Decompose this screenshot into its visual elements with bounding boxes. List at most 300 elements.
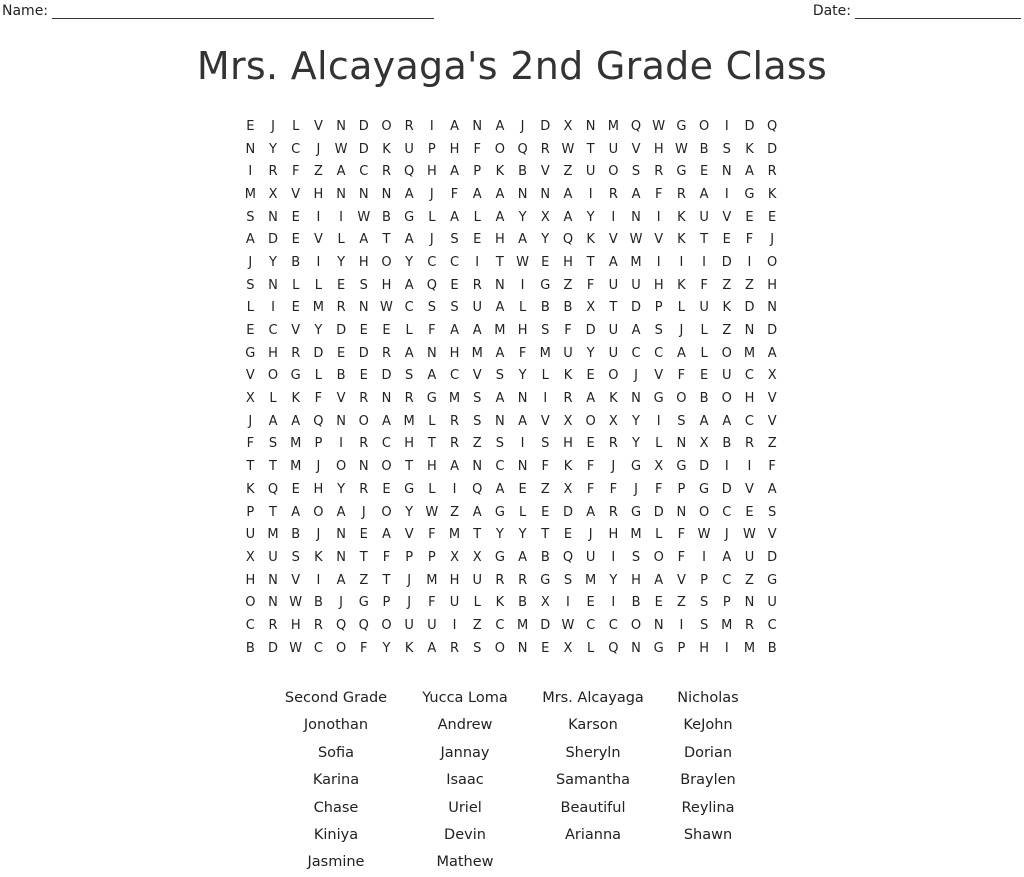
grid-letter: O [335,640,347,656]
grid-letter: O [721,345,732,361]
word-list-column-3 [533,685,653,849]
grid-letter: K [382,141,391,157]
grid-letter: R [359,391,369,407]
grid-letter: X [563,118,573,134]
grid-letter: X [245,391,255,407]
grid-letter: Z [563,164,573,180]
grid-letter: L [428,481,436,497]
grid-letter: Y [269,141,277,157]
grid-letter: F [541,459,550,475]
grid-letter: Y [632,436,640,452]
grid-letter: H [449,345,460,361]
grid-letter: X [767,368,777,384]
grid-letter: M [244,186,256,202]
grid-letter: N [336,527,346,543]
grid-letter: O [698,118,710,134]
grid-letter: F [428,595,436,611]
grid-letter: E [722,232,731,248]
grid-letter: G [630,504,642,520]
grid-letter: V [313,118,323,134]
grid-letter: E [359,323,368,339]
date-line[interactable] [855,4,1021,19]
grid-letter: W [289,595,303,611]
grid-letter: F [677,527,686,543]
grid-letter: N [358,459,369,475]
grid-letter: L [700,323,708,339]
grid-letter: Z [767,436,777,452]
grid-letter: U [699,300,709,316]
grid-letter: D [381,368,392,384]
grid-letter: F [291,164,300,180]
grid-letter: F [677,549,686,565]
grid-letter: S [450,232,459,248]
grid-letter: E [359,527,368,543]
grid-letter: C [359,164,369,180]
grid-letter: J [248,254,253,270]
grid-letter: S [495,368,505,384]
grid-letter: O [494,640,506,656]
grid-letter: Z [676,595,686,611]
grid-letter: B [313,595,323,611]
grid-letter: V [767,391,777,407]
grid-letter: U [404,617,414,633]
grid-letter: S [541,323,550,339]
grid-letter: A [450,118,459,134]
grid-letter: N [767,300,778,316]
grid-letter: A [722,549,732,565]
grid-letter: E [382,323,391,339]
word-list-item: Yucca Loma [422,690,508,706]
grid-letter: A [450,209,459,225]
grid-letter: Z [722,277,732,293]
grid-letter: R [608,186,618,202]
grid-letter: A [654,572,664,588]
grid-letter: C [767,617,777,633]
grid-letter: T [382,232,391,248]
grid-letter: X [450,549,459,565]
grid-letter: Z [313,164,323,180]
grid-letter: S [654,323,663,339]
grid-letter: O [698,504,710,520]
grid-letter: A [563,186,573,202]
grid-letter: Z [745,572,754,588]
grid-letter: Q [267,481,279,497]
grid-letter: B [518,164,528,180]
grid-letter: A [608,254,618,270]
grid-letter: S [427,300,436,316]
grid-letter: Q [767,118,778,134]
grid-letter: I [656,413,661,429]
grid-letter: W [516,254,530,270]
grid-letter: Y [382,640,391,656]
grid-letter: F [586,277,595,293]
grid-letter: S [291,549,300,565]
grid-letter: N [721,164,732,180]
grid-letter: W [334,141,348,157]
word-list-item: Samantha [555,772,631,789]
grid-letter: D [358,141,369,157]
grid-letter: F [360,640,368,656]
grid-letter: Z [359,572,369,588]
grid-letter: B [540,549,550,565]
grid-letter: L [269,391,277,407]
grid-letter: F [564,323,572,339]
date-field[interactable] [813,3,1021,19]
grid-letter: I [588,186,593,202]
grid-letter: Y [495,527,504,543]
grid-letter: E [291,481,300,497]
grid-letter: O [608,164,619,180]
grid-letter: H [404,436,415,452]
grid-letter: J [407,572,412,588]
grid-letter: G [744,186,755,202]
grid-letter: H [426,459,437,475]
grid-letter: S [631,164,641,180]
grid-letter: I [702,254,707,270]
grid-letter: H [449,572,460,588]
word-list-item: Sofia [317,744,355,761]
grid-letter: V [608,232,618,248]
word-list-item: Reylina [681,799,735,816]
word-list-item: Jonothan [303,717,369,734]
grid-letter: O [721,391,732,407]
word-list-item: Karson [568,717,618,734]
name-field[interactable] [2,3,434,19]
grid-letter: K [745,141,754,157]
grid-letter: U [268,549,278,565]
grid-letter: B [722,436,732,452]
grid-letter: A [767,481,777,497]
grid-letter: I [316,572,321,588]
grid-letter: A [699,186,709,202]
grid-letter: P [722,595,731,611]
grid-letter: E [473,232,482,248]
grid-letter: W [674,141,688,157]
grid-letter: A [518,413,528,429]
grid-letter: D [358,345,369,361]
grid-letter: I [543,391,548,407]
grid-letter: S [495,436,505,452]
grid-letter: R [608,504,618,520]
grid-letter: H [313,186,324,202]
grid-letter: Z [450,504,459,520]
grid-letter: A [518,232,528,248]
grid-letter: H [245,572,256,588]
grid-letter: U [699,209,709,225]
grid-letter: P [427,549,436,565]
grid-letter: O [358,413,369,429]
grid-letter: S [699,617,709,633]
grid-letter: A [336,572,346,588]
name-line[interactable] [52,4,434,19]
grid-letter: C [654,345,664,361]
page-title: Mrs. Alcayaga's 2nd Grade Class [196,44,828,88]
grid-letter: B [291,527,301,543]
grid-letter: C [744,413,754,429]
grid-letter: Q [335,617,347,633]
grid-letter: U [608,277,619,293]
grid-letter: E [745,504,754,520]
grid-letter: H [381,277,392,293]
grid-letter: O [267,368,279,384]
date-label: Date: [812,3,851,19]
grid-letter: T [427,436,436,452]
grid-letter: O [767,254,778,270]
grid-letter: L [655,436,663,452]
grid-letter: O [608,368,619,384]
grid-letter: A [291,504,301,520]
grid-letter: K [404,640,414,656]
grid-letter: G [358,595,369,611]
grid-letter: T [473,527,482,543]
grid-letter: M [607,118,619,134]
grid-letter: N [426,345,437,361]
grid-letter: D [631,300,642,316]
grid-letter: N [744,595,755,611]
grid-letter: P [677,640,686,656]
grid-letter: U [245,527,256,543]
grid-letter: R [291,345,301,361]
grid-letter: L [677,300,686,316]
grid-letter: F [382,549,391,565]
grid-letter: J [361,504,366,520]
grid-letter: V [540,164,550,180]
grid-letter: K [246,481,255,497]
grid-letter: K [586,232,595,248]
grid-letter: Y [269,254,277,270]
grid-letter: F [768,459,776,475]
grid-letter: V [245,368,255,384]
grid-letter: N [631,640,641,656]
grid-letter: N [585,118,596,134]
grid-letter: N [472,459,483,475]
grid-letter: I [520,277,525,293]
word-list-item: Jasmine [307,854,365,871]
grid-letter: N [517,640,528,656]
grid-letter: I [724,640,729,656]
grid-letter: N [336,549,346,565]
grid-letter: N [268,209,278,225]
grid-letter: P [677,481,686,497]
grid-letter: I [702,549,707,565]
grid-letter: Q [426,277,437,293]
grid-letter: A [450,164,459,180]
grid-letter: X [699,436,709,452]
grid-letter: N [653,617,664,633]
grid-letter: F [428,323,436,339]
grid-letter: H [426,164,437,180]
grid-letter: M [290,436,302,452]
grid-letter: L [473,209,481,225]
grid-letter: E [586,436,595,452]
grid-letter: S [563,572,573,588]
grid-letter: A [563,209,573,225]
grid-letter: R [676,186,686,202]
grid-letter: F [654,186,663,202]
grid-letter: R [268,617,278,633]
grid-letter: F [473,141,481,157]
grid-letter: A [472,186,482,202]
grid-letter: A [336,504,346,520]
grid-letter: T [495,254,504,270]
grid-letter: O [381,504,392,520]
grid-letter: U [608,323,619,339]
grid-letter: N [495,413,505,429]
grid-letter: K [495,164,505,180]
grid-letter: I [611,549,616,565]
letter-grid [239,115,784,660]
grid-letter: N [631,391,641,407]
grid-letter: G [245,345,256,361]
grid-letter: S [722,141,731,157]
word-list-item: Mrs. Alcayaga [542,690,644,706]
grid-letter: G [653,391,664,407]
grid-letter: P [246,504,255,520]
grid-letter: U [404,141,414,157]
grid-letter: O [245,595,256,611]
grid-letter: X [586,300,596,316]
grid-letter: L [314,368,323,384]
grid-letter: X [268,186,278,202]
grid-letter: M [471,345,483,361]
grid-letter: I [475,254,480,270]
grid-letter: P [314,436,323,452]
grid-letter: R [744,617,754,633]
word-list-item: Kiniya [313,826,359,843]
grid-letter: A [382,527,391,543]
grid-letter: O [381,254,392,270]
word-list-item: Shawn [683,826,733,843]
grid-letter: F [450,186,459,202]
grid-letter: N [540,186,551,202]
grid-letter: M [516,617,529,633]
grid-letter: D [653,504,664,520]
grid-letter: W [380,300,393,316]
grid-letter: A [699,413,709,429]
grid-letter: G [494,549,505,565]
grid-letter: I [724,459,729,475]
grid-letter: Y [586,345,595,361]
grid-letter: V [291,572,301,588]
grid-letter: B [336,368,346,384]
grid-letter: W [425,504,439,520]
grid-letter: I [724,186,729,202]
grid-letter: I [747,254,752,270]
grid-letter: T [269,459,277,475]
grid-letter: T [586,254,595,270]
word-list-item: Chase [313,799,359,816]
grid-letter: O [335,459,347,475]
grid-letter: E [336,345,346,361]
grid-letter: B [540,300,550,316]
grid-letter: D [268,232,279,248]
grid-letter: M [290,459,302,475]
grid-letter: V [291,186,301,202]
grid-letter: B [382,209,391,225]
grid-letter: P [405,549,414,565]
grid-letter: I [656,254,661,270]
grid-letter: H [517,323,528,339]
grid-letter: H [358,254,369,270]
grid-letter: D [721,481,732,497]
grid-letter: N [517,186,528,202]
grid-letter: T [359,549,368,565]
grid-letter: X [472,549,482,565]
grid-letter: A [495,209,505,225]
grid-letter: L [655,527,663,543]
grid-letter: F [677,368,686,384]
grid-letter: E [541,640,550,656]
grid-letter: E [359,368,368,384]
grid-letter: J [724,527,729,543]
grid-letter: C [313,640,323,656]
grid-letter: R [404,391,414,407]
grid-letter: N [245,141,256,157]
grid-letter: S [473,391,482,407]
grid-letter: O [585,413,596,429]
grid-letter: M [630,254,642,270]
grid-letter: U [744,549,755,565]
grid-letter: D [358,118,369,134]
grid-letter: X [563,481,573,497]
grid-letter: L [405,323,413,339]
grid-letter: I [339,436,344,452]
grid-letter: I [452,617,457,633]
word-list-column-4 [648,685,768,849]
grid-letter: I [316,209,321,225]
grid-letter: A [745,164,754,180]
grid-letter: E [654,595,663,611]
grid-letter: S [359,277,368,293]
grid-letter: R [608,436,618,452]
grid-letter: M [426,572,438,588]
grid-letter: A [450,459,459,475]
grid-letter: W [697,527,711,543]
grid-letter: H [290,617,301,633]
grid-letter: A [722,413,732,429]
grid-letter: M [403,413,415,429]
grid-letter: R [495,572,505,588]
grid-letter: V [631,141,641,157]
grid-letter: G [494,504,505,520]
grid-letter: N [517,391,528,407]
grid-letter: S [246,277,255,293]
grid-letter: K [767,186,777,202]
grid-letter: N [676,436,687,452]
grid-letter: K [495,595,505,611]
grid-letter: R [336,300,346,316]
word-list-column-1 [276,685,396,877]
grid-letter: B [699,391,709,407]
grid-letter: C [608,617,618,633]
word-list-item: Nicholas [677,690,739,706]
grid-letter: O [381,118,392,134]
grid-letter: C [744,368,754,384]
grid-letter: G [426,391,437,407]
grid-letter: D [699,459,710,475]
grid-letter: R [767,164,777,180]
grid-letter: J [679,323,684,339]
grid-letter: K [314,549,323,565]
grid-letter: R [518,572,528,588]
grid-letter: U [585,164,596,180]
grid-letter: J [634,481,638,497]
grid-letter: V [745,481,754,497]
word-list-item: Second Grade [284,690,388,706]
grid-letter: R [359,481,369,497]
grid-letter: I [656,209,661,225]
grid-letter: L [587,640,595,656]
